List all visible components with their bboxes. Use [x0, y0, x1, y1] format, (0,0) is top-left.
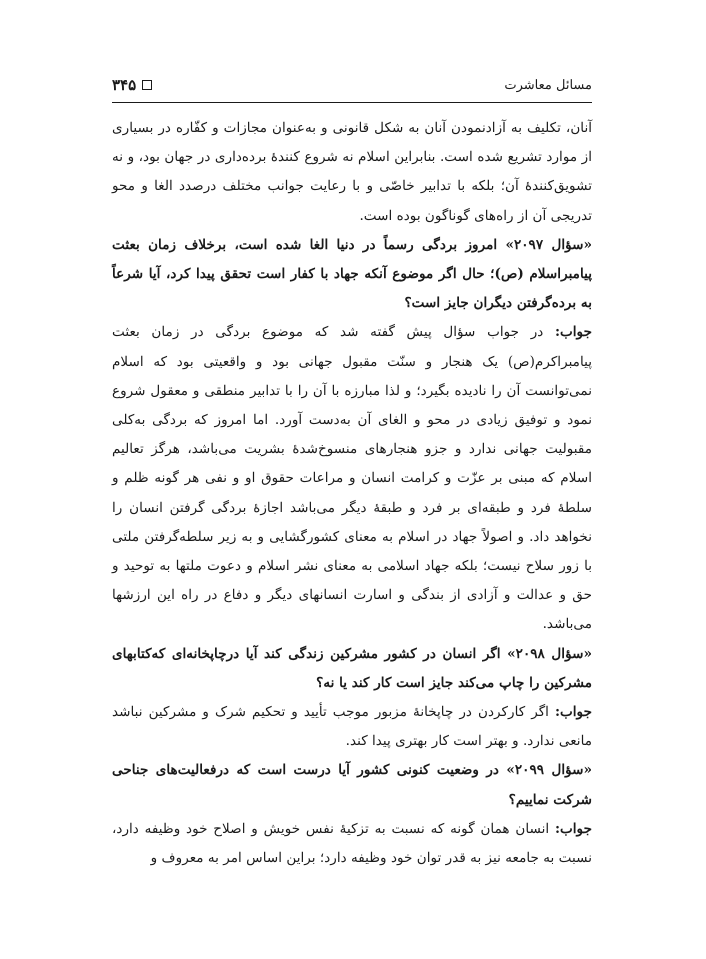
question-2098 [112, 640, 592, 698]
question-text: در وضعیت کنونی کشور آیا درست است که درفعالیت‌های جناحی شرکت نماییم؟ [112, 762, 592, 808]
question-2099 [112, 756, 592, 814]
answer-2099 [112, 815, 592, 873]
header-divider [112, 102, 592, 103]
page-number-value: ۳۴۵ [112, 76, 137, 94]
answer-text: در جواب سؤال پیش گفته شد که موضوع بردگی در زمان بعثت پیامبراکرم(ص) یک هنجار و سنّت مقبول جهانی بود و واقعیتی بود که اسلام نمی‌توانست آن را نادیده بگیرد؛ و لذا مبارزه با آن را با تدابیر منطقی و معقول شروع نمود و توفیق زیادی در محو و الغای آن به‌دست آورد. اما امروز که بردگی به‌کلی مقبولیت جهانی ندارد و جزو هنجارهای منسوخ‌شدهٔ بشریت می‌باشد، هرگز تعالیم اسلام که مبنی بر عزّت و کرامت انسان و مراعات حقوق او و نفی هر گونه ظلم و سلطهٔ فرد و طبقه‌ای بر فرد و طبقهٔ دیگر می‌باشد اجازهٔ بردگی گرفتن انسان را نخواهد داد. و اصولاً جهاد در اسلام به معنای کشورگشایی و به زیر سلطه‌گرفتن ملتی با زور سلاح نیست؛ بلکه جهاد اسلامی به معنای نشر اسلام و دعوت ملتها به توحید و حق و عدالت و آزادی از بندگی و اسارت انسانهای دیگر و دفاع در راه این ارزشها می‌باشد. [112, 324, 592, 633]
answer-label: جواب: [554, 704, 592, 721]
question-label: «سؤال ۲۰۹۷» [505, 236, 593, 253]
answer-text: انسان همان گونه که نسبت به تزکیهٔ نفس خویش و اصلاح خود وظیفه دارد، نسبت به جامعه نیز به قدر توان خود وظیفه دارد؛ براین اساس امر به معروف و [112, 820, 592, 867]
answer-label: جواب: [554, 324, 592, 341]
chapter-title: مسائل معاشرت [504, 77, 592, 93]
paragraph-intro [112, 114, 592, 231]
square-icon [142, 80, 152, 90]
question-label: «سؤال ۲۰۹۸» [507, 645, 592, 662]
answer-2098 [112, 698, 592, 756]
body-text [112, 114, 592, 873]
paragraph-text: آنان، تکلیف به آزادنمودن آنان به شکل قانونی و به‌عنوان مجازات و کفّاره در بسیاری از موارد تشریع شده است. بنابراین اسلام نه شروع کنندهٔ برده‌داری در جهان بود، و نه تشویق‌کنندهٔ آن؛ بلکه با تدابیر خاصّی و با رعایت جوانب مختلف درصدد الغا و محو تدریجی آن از راه‌های گوناگون بوده است. [112, 120, 592, 224]
question-text: اگر انسان در کشور مشرکین زندگی کند آیا درچاپخانه‌ای که‌کتابهای مشرکین را چاپ می‌کند جایز است کار کند یا نه؟ [112, 645, 592, 691]
answer-label: جواب: [554, 820, 592, 837]
question-2097 [112, 231, 592, 319]
question-text: امروز بردگی رسماً در دنیا الغا شده است، برخلاف زمان بعثت پیامبراسلام (ص)؛ حال اگر موضوع آنکه جهاد با کفار است تحقق پیدا کرد، آیا شرعاً به برده‌گرفتن دیگران جایز است؟ [112, 236, 592, 312]
question-label: «سؤال ۲۰۹۹» [506, 762, 593, 779]
answer-text: اگر کارکردن در چاپخانهٔ مزبور موجب تأیید و تحکیم شرک و مشرکین نباشد مانعی ندارد. و بهتر است کار بهتری پیدا کند. [112, 704, 592, 750]
page-number [112, 76, 152, 94]
running-header [112, 70, 592, 100]
answer-2097 [112, 318, 592, 639]
